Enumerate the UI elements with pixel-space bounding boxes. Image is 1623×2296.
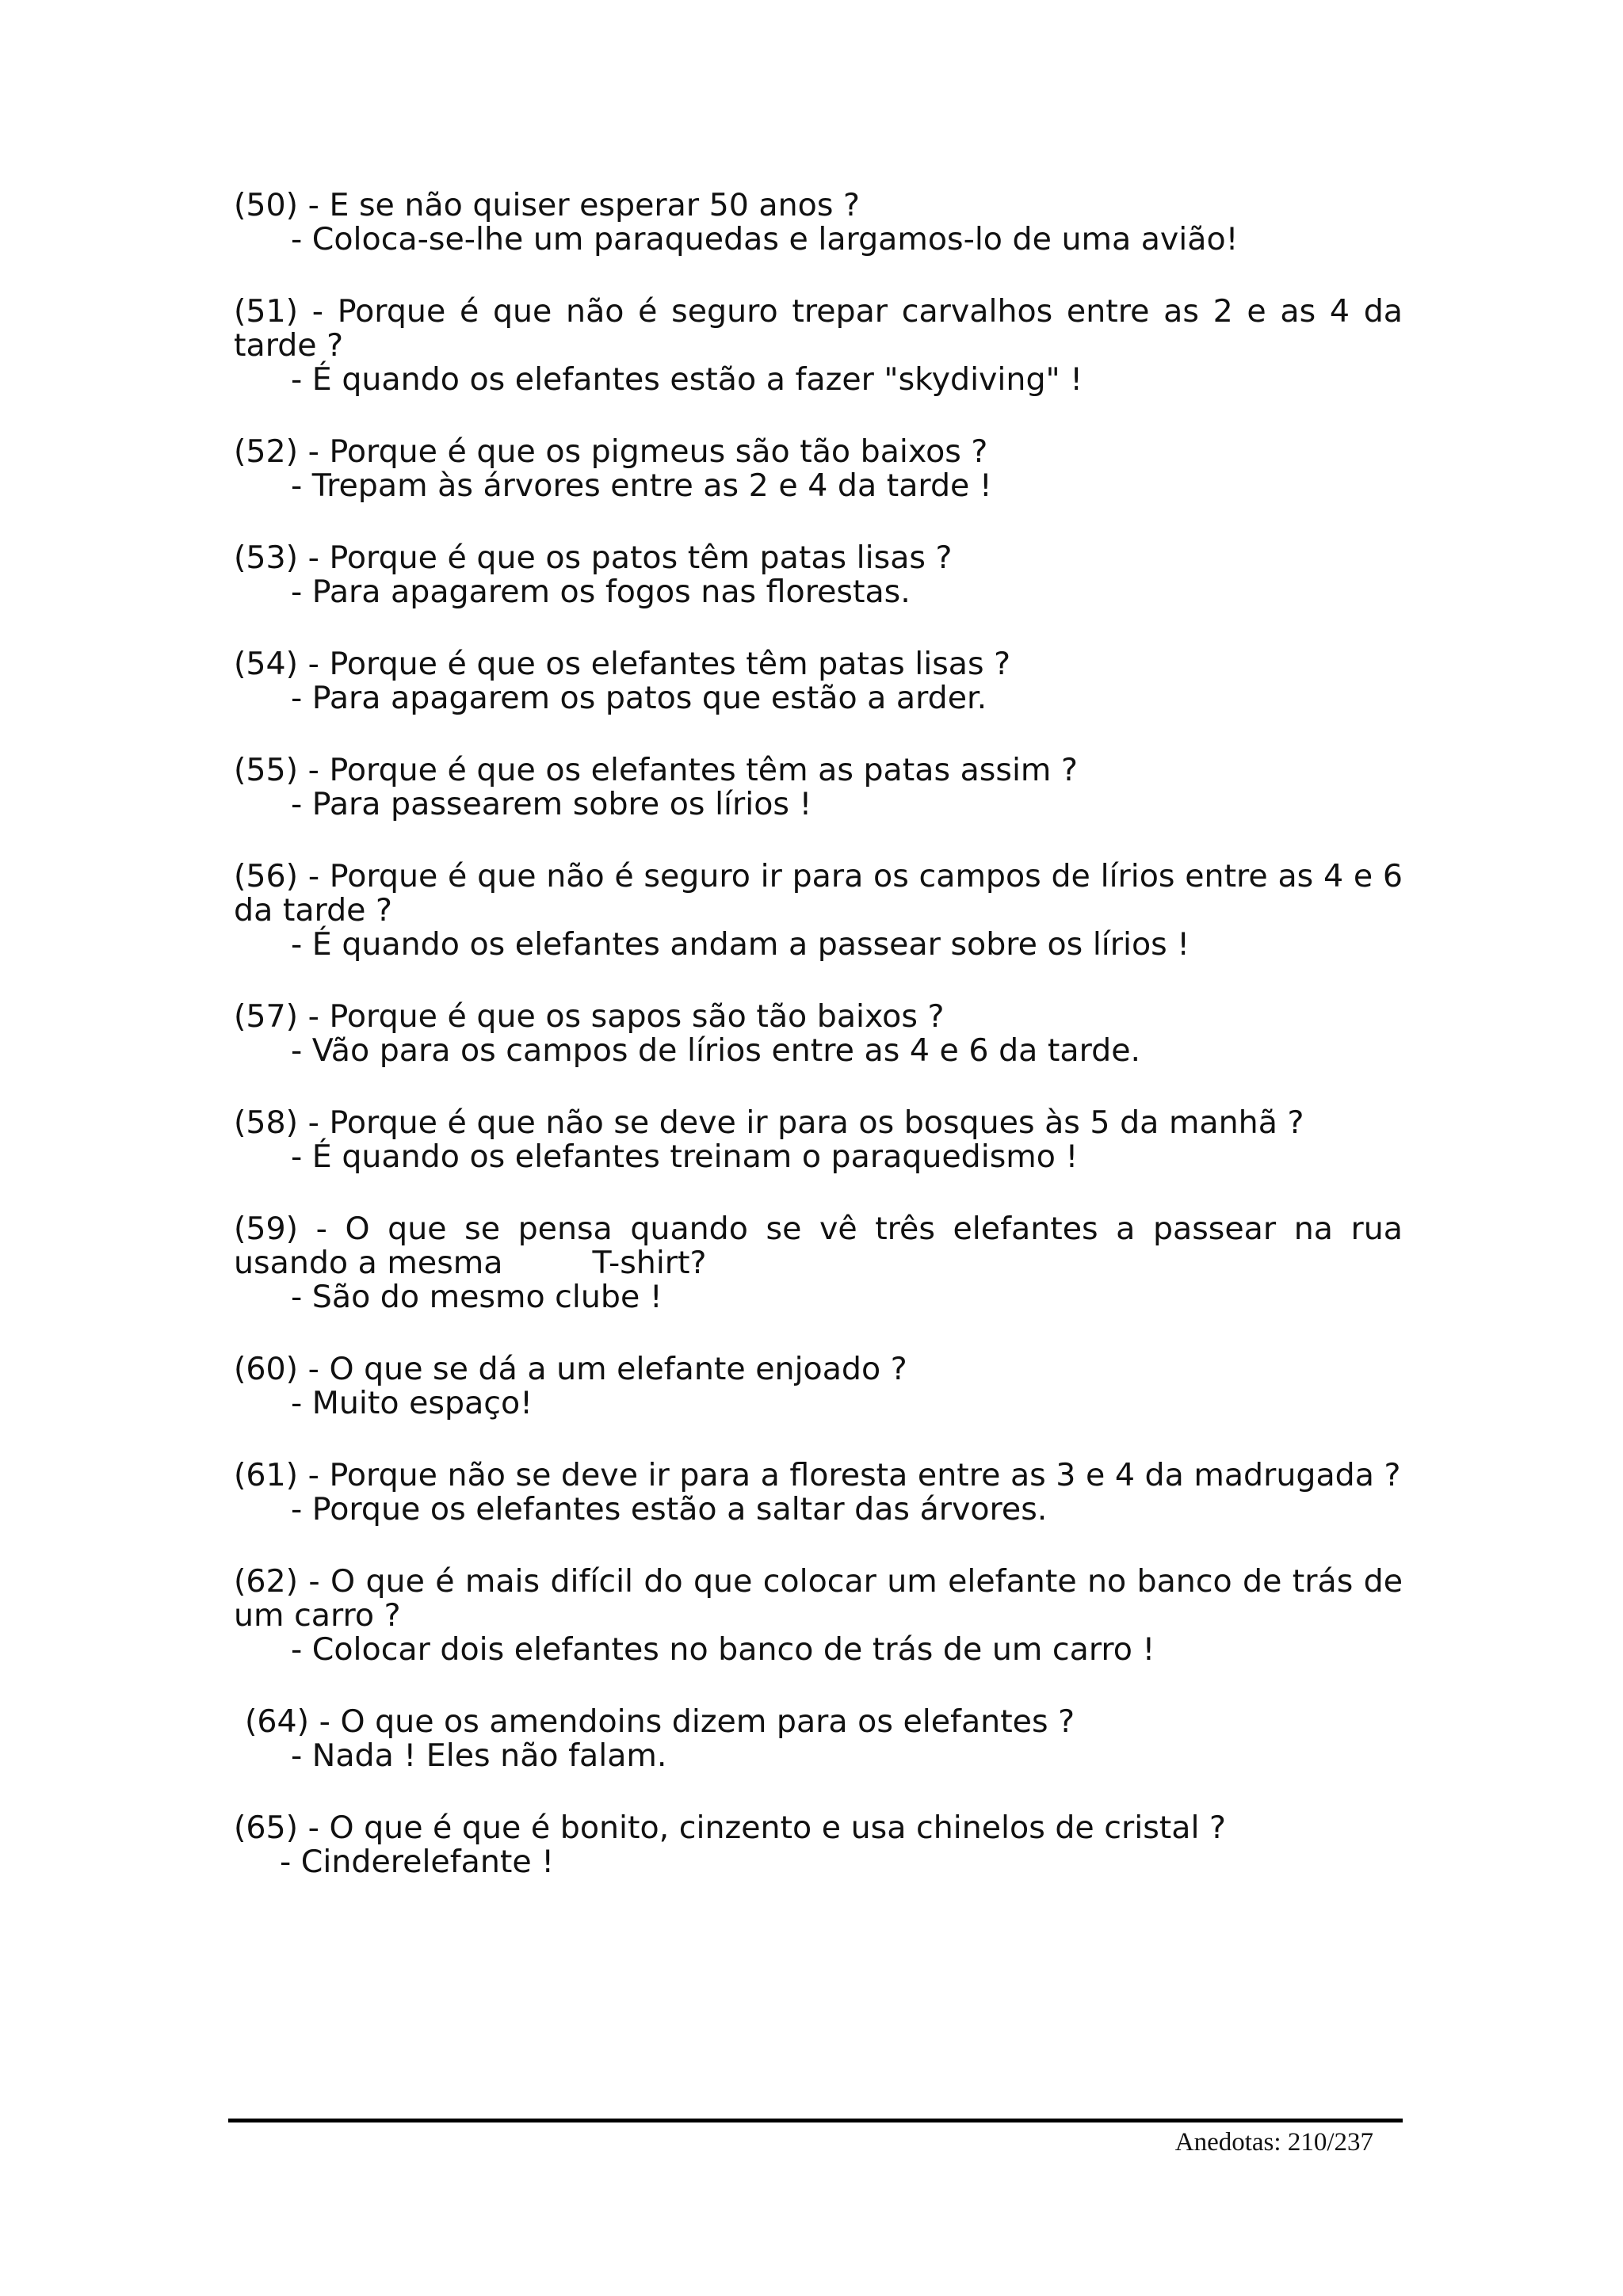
joke-question: (57) - Porque é que os sapos são tão baixos ?	[234, 998, 945, 1035]
joke-64	[234, 1705, 1403, 1773]
joke-answer: - Para passearem sobre os lírios !	[291, 786, 812, 822]
joke-answer: - É quando os elefantes andam a passear sobre os lírios !	[291, 926, 1190, 963]
joke-60	[234, 1352, 1403, 1421]
joke-question: (59) - O que se pensa quando se vê três elefantes a passear na rua usando a mesma T-shirt?	[234, 1211, 1413, 1281]
page-number: Anedotas: 210/237	[1174, 2128, 1373, 2157]
joke-answer: - Vão para os campos de lírios entre as 4 e 6 da tarde.	[291, 1032, 1141, 1069]
joke-50	[234, 189, 1403, 257]
joke-answer: - É quando os elefantes treinam o paraquedismo !	[291, 1138, 1079, 1175]
joke-answer: - Muito espaço!	[291, 1385, 533, 1421]
joke-answer: - Cinderelefante !	[280, 1844, 555, 1880]
joke-answer: - Para apagarem os patos que estão a arder.	[291, 680, 987, 716]
joke-answer: - Porque os elefantes estão a saltar das árvores.	[291, 1491, 1048, 1527]
joke-54	[234, 647, 1403, 715]
joke-59	[234, 1211, 1413, 1315]
joke-62	[234, 1563, 1413, 1668]
joke-question: (54) - Porque é que os elefantes têm patas lisas ?	[234, 646, 1011, 682]
joke-52	[234, 435, 1403, 503]
joke-question: (61) - Porque não se deve ir para a floresta entre as 3 e 4 da madrugada ?	[234, 1457, 1401, 1493]
joke-question: (60) - O que se dá a um elefante enjoado ?	[234, 1351, 907, 1387]
jokes-list	[234, 187, 1413, 1917]
joke-question: (55) - Porque é que os elefantes têm as patas assim ?	[234, 752, 1078, 788]
joke-53	[234, 541, 1403, 609]
joke-question: (50) - E se não quiser esperar 50 anos ?	[234, 187, 860, 223]
joke-61	[234, 1459, 1403, 1527]
joke-question: (53) - Porque é que os patos têm patas lisas ?	[234, 540, 953, 576]
joke-question: (62) - O que é mais difícil do que colocar um elefante no banco de trás de um carro ?	[234, 1563, 1413, 1634]
joke-answer: - Nada ! Eles não falam.	[291, 1737, 667, 1774]
joke-question: (65) - O que é que é bonito, cinzento e usa chinelos de cristal ?	[234, 1810, 1226, 1846]
joke-answer: - Trepam às árvores entre as 2 e 4 da tarde !	[291, 467, 992, 504]
joke-55	[234, 753, 1403, 822]
joke-57	[234, 1000, 1403, 1068]
joke-answer: - Para apagarem os fogos nas florestas.	[291, 574, 911, 610]
joke-question: (64) - O que os amendoins dizem para os elefantes ?	[245, 1703, 1075, 1740]
joke-question: (52) - Porque é que os pigmeus são tão baixos ?	[234, 433, 988, 470]
joke-58	[234, 1106, 1403, 1174]
joke-answer: - Coloca-se-lhe um paraquedas e largamos-lo de uma avião!	[291, 221, 1239, 257]
footer-rule	[228, 2119, 1403, 2122]
joke-answer: - Colocar dois elefantes no banco de trás de um carro !	[291, 1631, 1155, 1668]
joke-56	[234, 858, 1413, 963]
joke-question: (58) - Porque é que não se deve ir para os bosques às 5 da manhã ?	[234, 1104, 1304, 1141]
joke-answer: - São do mesmo clube !	[291, 1279, 663, 1315]
joke-question: (56) - Porque é que não é seguro ir para os campos de lírios entre as 4 e 6 da tarde ?	[234, 858, 1413, 929]
joke-51	[234, 293, 1413, 398]
joke-65	[234, 1811, 1403, 1879]
joke-answer: - É quando os elefantes estão a fazer "skydiving" !	[291, 361, 1083, 398]
joke-question: (51) - Porque é que não é seguro trepar carvalhos entre as 2 e as 4 da tarde ?	[234, 293, 1413, 364]
